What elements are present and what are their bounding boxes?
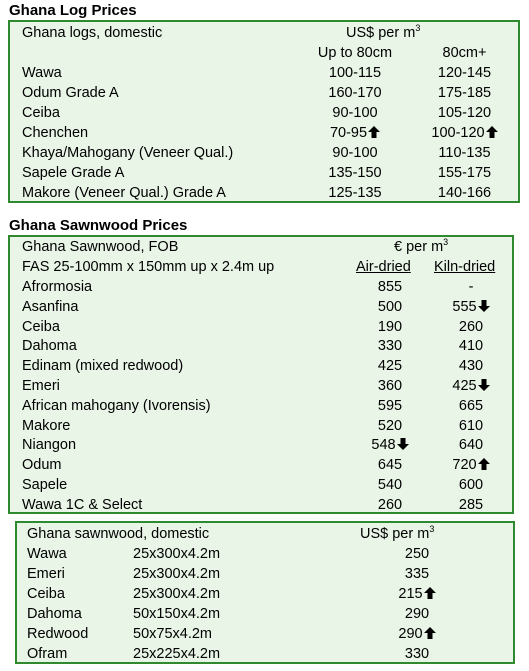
domestic-row: [17, 564, 513, 584]
arrow-up-icon: [424, 587, 436, 599]
sawn-row: [10, 376, 512, 396]
sawn-kiln-dried: 720: [432, 455, 510, 475]
sawn-row: [10, 435, 512, 455]
sawn-air-dried: 595: [377, 397, 403, 414]
sawn-kiln-dried: 665: [458, 397, 484, 414]
log-prices-table: [8, 20, 520, 203]
domestic-name: Wawa: [27, 546, 67, 562]
sawn-air-dried: 855: [377, 279, 403, 295]
sawn-air-dried: 520: [377, 417, 403, 434]
log-unit: US$ per $m^3$: [346, 23, 421, 41]
sawn-kiln-dried: 600: [458, 477, 484, 493]
sawn-name: Niangon: [22, 437, 77, 454]
domestic-name: Redwood: [27, 626, 89, 642]
domestic-size: 50x75x4.2m: [133, 626, 212, 642]
sawn-row: [10, 475, 512, 495]
sawn-spec-row: [10, 257, 512, 277]
log-80cm-plus: 105-120: [437, 105, 492, 121]
sawn-name: Makore: [22, 417, 71, 434]
sawn-air-dried: 645: [377, 457, 403, 474]
log-up-to-80cm: 100-115: [328, 65, 382, 81]
sawn-air-dried: 330: [377, 338, 403, 355]
log-name: Makore (Veneer Qual.) Grade A: [22, 185, 226, 201]
arrow-down-icon: [397, 438, 409, 450]
log-prices-title: Ghana Log Prices: [9, 2, 137, 19]
domestic-size: 25x300x4.2m: [133, 586, 221, 602]
sawn-header-label: Ghana Sawnwood, FOB: [22, 239, 179, 255]
log-up-to-80cm: 90-100: [332, 145, 378, 161]
domestic-price: 215: [377, 584, 457, 604]
log-header-label: Ghana logs, domestic: [22, 25, 163, 41]
log-row: [10, 183, 518, 203]
sawn-name: Odum: [22, 457, 62, 474]
sawn-kiln-dried: 285: [458, 496, 484, 513]
arrow-down-icon: [478, 379, 490, 391]
log-row: [10, 63, 518, 83]
sawn-name: Afrormosia: [22, 279, 93, 295]
log-row: [10, 143, 518, 163]
sawn-row: [10, 297, 512, 317]
domestic-name: Ceiba: [27, 586, 65, 602]
arrow-up-icon: [486, 126, 498, 138]
sawn-header-row: [10, 237, 512, 257]
log-row: [10, 123, 518, 143]
sawn-row: [10, 416, 512, 436]
sawn-row: [10, 356, 512, 376]
sawn-air-dried: 425: [377, 358, 403, 375]
sawn-col-kiln-dried: Kiln-dried: [434, 259, 496, 275]
domestic-size: 25x225x4.2m: [133, 646, 221, 662]
sawn-name: Edinam (mixed redwood): [22, 358, 184, 375]
sawn-row: [10, 277, 512, 297]
arrow-down-icon: [478, 300, 490, 312]
log-80cm-plus: 140-166: [437, 185, 492, 201]
domestic-header-label: Ghana sawnwood, domestic: [27, 526, 210, 542]
log-up-to-80cm: 90-100: [332, 105, 378, 121]
sawn-row: [10, 495, 512, 515]
log-name: Odum Grade A: [22, 85, 119, 101]
sawn-col-air-dried: Air-dried: [356, 259, 411, 275]
log-80cm-plus: 120-145: [437, 65, 492, 81]
domestic-row: [17, 644, 513, 664]
log-col-80cm-plus: 80cm+: [442, 45, 487, 61]
log-80cm-plus: 155-175: [437, 165, 492, 181]
log-up-to-80cm: 70-95: [300, 123, 410, 143]
domestic-row: [17, 624, 513, 644]
sawn-kiln-dried: 555: [432, 297, 510, 317]
log-up-to-80cm: 125-135: [328, 185, 382, 201]
domestic-row: [17, 604, 513, 624]
log-header-row: [10, 23, 518, 43]
arrow-up-icon: [478, 458, 490, 470]
domestic-price: 290: [404, 606, 430, 622]
log-name: Chenchen: [22, 125, 89, 141]
domestic-name: Ofram: [27, 646, 68, 662]
domestic-price: 290: [377, 624, 457, 644]
sawnwood-prices-title: Ghana Sawnwood Prices: [9, 217, 188, 234]
log-row: [10, 83, 518, 103]
domestic-size: 25x300x4.2m: [133, 546, 221, 562]
sawn-name: Ceiba: [22, 318, 60, 335]
domestic-name: Dahoma: [27, 606, 82, 622]
log-row: [10, 163, 518, 183]
log-col-up-to-80cm: Up to 80cm: [317, 45, 393, 61]
log-row: [10, 103, 518, 123]
sawnwood-fob-table: [8, 235, 514, 514]
arrow-up-icon: [424, 627, 436, 639]
sawn-air-dried: 360: [377, 378, 403, 394]
sawn-air-dried: 190: [377, 318, 403, 335]
domestic-price: 330: [404, 646, 430, 662]
sawn-kiln-dried: 410: [458, 338, 484, 355]
sawn-name: Sapele: [22, 477, 68, 493]
log-80cm-plus: 110-135: [438, 145, 491, 161]
domestic-size: 25x300x4.2m: [133, 566, 221, 582]
log-80cm-plus: 100-120: [417, 123, 512, 143]
sawn-name: Dahoma: [22, 338, 77, 355]
sawn-kiln-dried: 430: [458, 358, 484, 375]
sawn-air-dried: 548: [350, 435, 430, 455]
domestic-name: Emeri: [27, 566, 65, 582]
sawn-kiln-dried: 640: [458, 437, 484, 454]
log-column-header-row: [10, 43, 518, 63]
sawn-name: African mahogany (Ivorensis): [22, 397, 211, 414]
sawn-kiln-dried: 260: [458, 318, 484, 335]
domestic-header-row: [17, 524, 513, 544]
domestic-size: 50x150x4.2m: [133, 606, 221, 622]
domestic-unit: US$ per $m^3$: [360, 524, 435, 542]
sawnwood-domestic-table: [15, 521, 515, 664]
sawn-air-dried: 500: [377, 298, 403, 315]
log-up-to-80cm: 160-170: [328, 85, 382, 101]
log-name: Sapele Grade A: [22, 165, 125, 181]
log-up-to-80cm: 135-150: [328, 165, 382, 181]
sawn-row: [10, 336, 512, 356]
log-name: Ceiba: [22, 105, 60, 121]
sawn-row: [10, 455, 512, 475]
domestic-row: [17, 544, 513, 564]
sawn-spec: FAS 25-100mm x 150mm up x 2.4m up: [22, 259, 275, 275]
domestic-row: [17, 584, 513, 604]
domestic-price: 250: [404, 546, 430, 562]
domestic-price: 335: [404, 566, 430, 582]
sawn-unit: € per $m^3$: [394, 237, 449, 255]
sawn-row: [10, 317, 512, 337]
sawn-air-dried: 260: [377, 496, 403, 513]
sawn-name: Asanfina: [22, 298, 79, 315]
log-80cm-plus: 175-185: [437, 85, 492, 101]
arrow-up-icon: [368, 126, 380, 138]
log-name: Khaya/Mahogany (Veneer Qual.): [22, 145, 234, 161]
sawn-name: Emeri: [22, 378, 60, 394]
sawn-name: Wawa 1C & Select: [22, 496, 143, 513]
sawn-row: [10, 396, 512, 416]
sawn-air-dried: 540: [377, 477, 403, 493]
sawn-kiln-dried: 610: [458, 417, 484, 434]
sawn-kiln-dried: 425: [432, 376, 510, 396]
sawn-kiln-dried: -: [468, 279, 474, 295]
log-name: Wawa: [22, 65, 62, 81]
